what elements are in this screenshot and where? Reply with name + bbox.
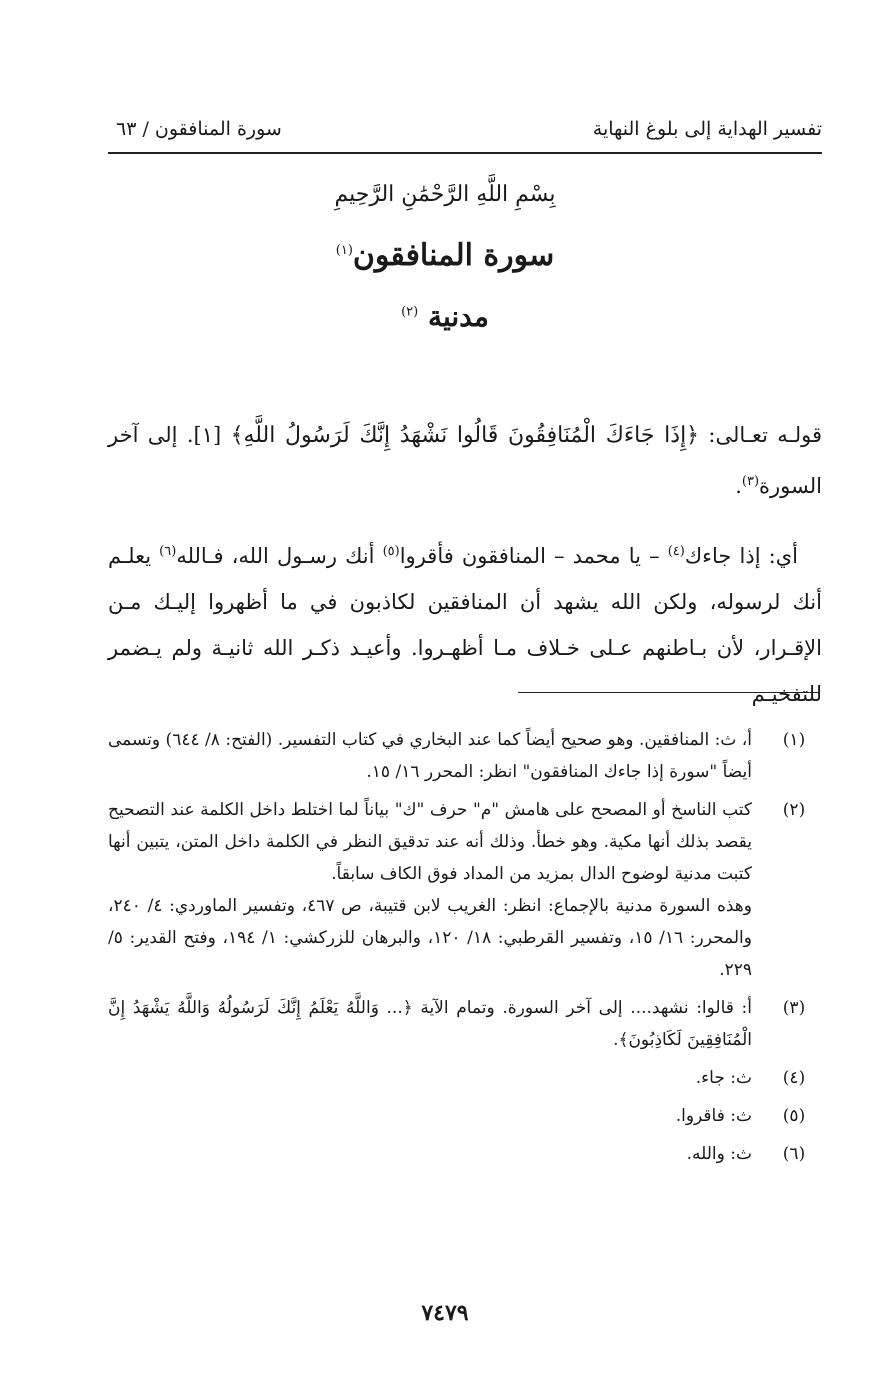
- paragraph-2-b: – يا محمد – المنافقون فأقروا: [399, 544, 668, 568]
- page-number: ٧٤٧٩: [421, 1300, 469, 1326]
- footnote-number: (٤): [782, 1068, 806, 1088]
- verse-intro: قولـه تعـالى:: [699, 423, 822, 447]
- footnote-text: أ: قالوا: نشهد.... إلى آخر السورة. وتمام الآية ﴿... وَاللَّهُ يَعْلَمُ إِنَّكَ لَرَسُولُهُ وَاللَّهُ يَشْهَدُ إِنَّ الْمُنَافِقِينَ لَكَاذِبُونَ﴾.: [108, 998, 752, 1050]
- footnote-divider: [518, 692, 820, 693]
- footnote-text: وهذه السورة مدنية بالإجماع: انظر: الغريب لابن قتيبة، ص ٤٦٧، وتفسير الماوردي: ٤/ ٢٤٠، والمحرر: ١٦/ ١٥، وتفسير القرطبي: ١٨/ ١٢٠، والبرهان للزركشي: ١/ ١٩٤، وفتح القدير: ٥/ ٢٢٩.: [108, 896, 752, 980]
- paragraph-2-a: أي: إذا جاءك: [684, 544, 799, 568]
- footnote-1: [108, 724, 822, 788]
- footnote-text: ث: والله.: [686, 1144, 752, 1164]
- paragraph-2-d: يعلـم أنك لرسوله، ولكن الله يشهد أن المنافقين لكاذبون في ما أظهروا إليـك مـن الإقـرار، لأن بـاطنهم عـلى خـلاف مـا أظهـروا. وأعيـد ذكـر الله ثانيـة ولم يـضمر للتفخيـم: [108, 544, 822, 706]
- footnotes-section: [108, 724, 822, 1176]
- ayah-number: [١]. إلى آخر السورة: [108, 423, 822, 498]
- basmala: بِسْمِ اللَّهِ الرَّحْمَٰنِ الرَّحِيمِ: [334, 182, 556, 207]
- footnote-number: (٥): [782, 1106, 806, 1126]
- surah-page-label: سورة المنافقون / ٦٣: [116, 118, 282, 140]
- footnote-text: كتب الناسخ أو المصحح على هامش "م" حرف "ك" بياناً لما اختلط داخل الكلمة عند التصحيح يقصد بذلك أنها مكية. وهو خطأ. وذلك أنه عند تدقيق النظر في الكلمة داخل المتن، يتبين أنها كتبت مدنية لوضوح الدال بمزيد من المداد فوق الكاف سابقاً.: [108, 800, 752, 884]
- surah-type: [0, 300, 890, 333]
- footnote-text: ث: جاء.: [695, 1068, 752, 1088]
- commentary-body: [108, 412, 822, 717]
- footnote-ref-3: (٣): [741, 474, 760, 489]
- footnote-3: [108, 992, 822, 1056]
- paragraph-1-end: .: [735, 474, 742, 498]
- paragraph-2-c: أنك رسـول الله، فـالله: [176, 544, 383, 568]
- paragraph-2: [108, 529, 822, 717]
- footnote-2: [108, 794, 822, 986]
- footnote-text: ث: فاقروا.: [675, 1106, 752, 1126]
- book-title: تفسير الهداية إلى بلوغ النهاية: [592, 118, 822, 140]
- running-header: [108, 112, 822, 146]
- footnote-5: [108, 1100, 822, 1132]
- footnote-ref-5: (٥): [382, 544, 400, 559]
- quran-verse: ﴿إِذَا جَاءَكَ الْمُنَافِقُونَ قَالُوا نَشْهَدُ إِنَّكَ لَرَسُولُ اللَّهِ﴾: [230, 423, 700, 448]
- surah-name: سورة المنافقون: [352, 238, 555, 273]
- footnote-number: (١): [782, 730, 806, 750]
- footnote-number: (٢): [782, 800, 806, 820]
- paragraph-1: [108, 412, 822, 509]
- footnote-ref-1: (١): [335, 243, 353, 258]
- footnote-4: [108, 1062, 822, 1094]
- surah-title: [0, 238, 890, 273]
- footnote-number: (٦): [782, 1144, 806, 1164]
- footnote-ref-6: (٦): [159, 544, 177, 559]
- footnote-ref-4: (٤): [667, 544, 685, 559]
- footnote-text: أ، ث: المنافقين. وهو صحيح أيضاً كما عند البخاري في كتاب التفسير. (الفتح: ٨/ ٦٤٤) وتسمى أيضاً "سورة إذا جاءك المنافقون" انظر: المحرر ١٦/ ١٥.: [108, 730, 752, 782]
- footnote-6: [108, 1138, 822, 1170]
- header-divider: [108, 152, 822, 154]
- footnote-ref-2: (٢): [401, 304, 419, 320]
- footnote-number: (٣): [782, 998, 806, 1018]
- surah-type-label: مدنية: [427, 300, 489, 333]
